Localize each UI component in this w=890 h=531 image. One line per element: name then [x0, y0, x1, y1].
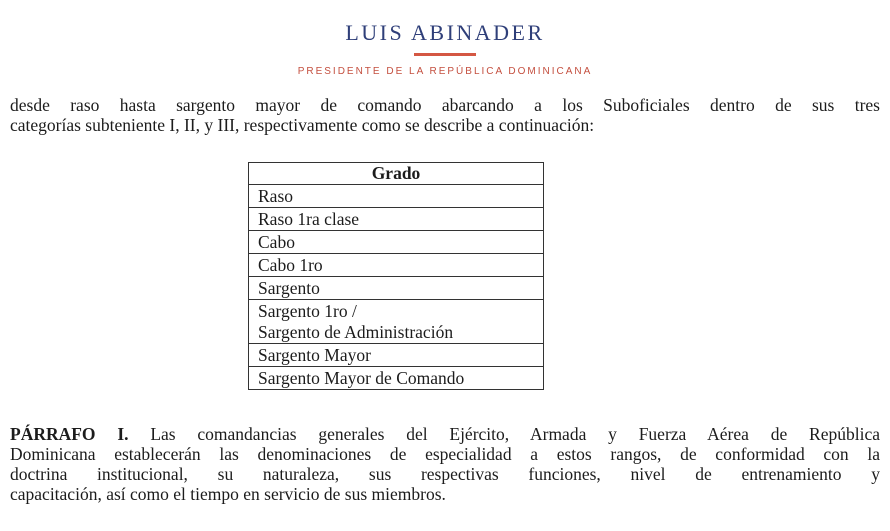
- paragraph-i: [10, 424, 880, 504]
- table-row: [249, 231, 544, 254]
- table-cell: Cabo: [249, 231, 544, 254]
- letterhead: [0, 20, 890, 78]
- table-row: [249, 367, 544, 390]
- letterhead-name: LUIS ABINADER: [345, 20, 545, 45]
- intro-line-2: categorías subteniente I, II, y III, respectivamente como se describe a continuación:: [10, 115, 595, 135]
- table-header-row: [249, 163, 544, 185]
- table-cell: Sargento Mayor de Comando: [249, 367, 544, 390]
- paragraph-i-line-3: doctrina institucional, su naturaleza, sus respectivas funciones, nivel de entrenamiento y: [10, 464, 880, 484]
- table-cell: Raso 1ra clase: [249, 208, 544, 231]
- grades-table: [248, 162, 544, 390]
- letterhead-subtitle: PRESIDENTE DE LA REPÚBLICA DOMINICANA: [297, 66, 593, 77]
- paragraph-i-line-4: capacitación, así como el tiempo en servicio de sus miembros.: [10, 484, 446, 504]
- table-cell: Cabo 1ro: [249, 254, 544, 277]
- table-row: [249, 254, 544, 277]
- paragraph-i-line-2: Dominicana establecerán las denominaciones de especialidad a estos rangos, de conformidad con la: [10, 444, 880, 464]
- paragraph-i-line-1: [10, 424, 880, 444]
- table-cell: Sargento: [249, 277, 544, 300]
- letterhead-divider: [414, 53, 476, 56]
- table-row: [249, 300, 544, 344]
- intro-line-1: desde raso hasta sargento mayor de comando abarcando a los Suboficiales dentro de sus tres: [10, 95, 880, 115]
- table-row: [249, 344, 544, 367]
- table-cell: Raso: [249, 185, 544, 208]
- table-header-grado: Grado: [249, 163, 544, 185]
- table-row: [249, 185, 544, 208]
- table-cell-line: Sargento 1ro /: [258, 301, 357, 321]
- table-row: [249, 277, 544, 300]
- table-cell: Sargento Mayor: [249, 344, 544, 367]
- table-row: [249, 208, 544, 231]
- intro-paragraph: [10, 95, 880, 135]
- table-cell: [249, 300, 544, 344]
- table-cell-line: Sargento de Administración: [258, 322, 454, 342]
- paragraph-i-line-1-text: Las comandancias generales del Ejército, Armada y Fuerza Aérea de República: [128, 424, 880, 444]
- paragraph-i-label: PÁRRAFO I.: [10, 424, 129, 444]
